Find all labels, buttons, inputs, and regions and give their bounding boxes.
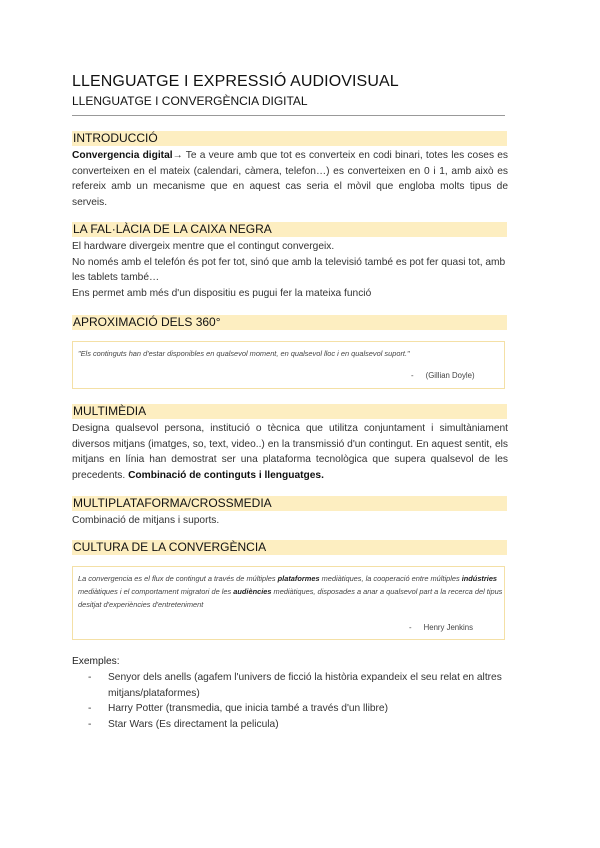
caixa-negra-paragraph [72, 239, 508, 301]
quote-jenkins: La convergencia es el flux de contingut a través de múltiples plataformes mediàtiques, la cooperació entre múltiples indústries mediàtiques i el comportament migratori de les audiències mediàtiques, disposades a anar a qualsevol part a la recerca del tipus desitjat d'experiències d'entreteniment [78, 574, 503, 609]
heading-multimedia: MULTIMÈDIA [72, 404, 507, 419]
caixa-negra-line-3: Ens permet amb més d'un dispositiu es pugui fer la mateixa funció [72, 287, 372, 299]
quote-doyle: "Els continguts han d'estar disponibles en qualsevol moment, en qualsevol lloc i en qualsevol suport." [78, 349, 410, 358]
document-subtitle: LLENGUATGE I CONVERGÈNCIA DIGITAL [72, 94, 308, 108]
bullet-dash: - [88, 672, 92, 683]
list-item: - Senyor dels anells (agafem l'univers de ficció la història expandeix el seu relat en altres mitjans/plataformes) [88, 672, 502, 699]
quote-box-jenkins [72, 566, 505, 640]
multimedia-bold: Combinació de continguts i llenguatges. [128, 469, 324, 481]
caixa-negra-line-2: No només amb el telefón és pot fer tot, sinó que amb la televisió també es pot fer quasi tot, amb les tablets també… [72, 256, 506, 283]
quote-doyle-author-line [411, 371, 475, 380]
heading-multiplataforma: MULTIPLATAFORMA/CROSSMEDIA [72, 496, 507, 511]
quote-jenkins-author-line [409, 623, 473, 632]
heading-cultura: CULTURA DE LA CONVERGÈNCIA [72, 540, 507, 555]
quote-jenkins-dash: - [409, 623, 412, 632]
heading-caixa-negra: LA FAL·LÀCIA DE LA CAIXA NEGRA [72, 222, 507, 237]
examples-label: Exemples: [72, 656, 120, 667]
intro-term: Convergencia digital [72, 150, 173, 161]
list-item: - Harry Potter (transmedia, que inicia també a través d'un llibre) [88, 701, 508, 717]
document-title: LLENGUATGE I EXPRESSIÓ AUDIOVISUAL [72, 73, 399, 90]
multimedia-text: Designa qualsevol persona, institució o tècnica que utilitza conjuntament i simultàniament diversos mitjans (imatges, so, text, video..) en la transmissió d'un contingut. En aquest sentit, els mitjans en línia han demostrat ser una plataforma tecnològica que supera qualsevol de les precedents. [72, 423, 508, 481]
bullet-dash: - [88, 703, 92, 714]
intro-paragraph [72, 148, 508, 210]
bullet-dash: - [88, 718, 92, 730]
heading-introduccio: INTRODUCCIÓ [72, 131, 507, 146]
quote-jenkins-author: Henry Jenkins [423, 623, 474, 632]
intro-text: → Te a veure amb que tot es converteix en codi binari, totes les coses es converteixen en el mateix (calendari, càmera, telefon…) es converteixen en 0 i 1, amb això es refereix amb un mecanisme que en aquest cas seria el mòvil que engloba molts tipus de serveis. [72, 150, 509, 208]
list-item: - Star Wars (Es directament la pelicula) [88, 717, 508, 733]
quote-box-doyle [72, 341, 505, 389]
title-divider [72, 115, 505, 116]
multiplataforma-paragraph: Combinació de mitjans i suports. [72, 515, 220, 526]
heading-aproximacio: APROXIMACIÓ DELS 360° [72, 315, 507, 330]
caixa-negra-line-1: El hardware divergeix mentre que el contingut convergeix. [72, 241, 335, 252]
quote-doyle-dash: - [411, 371, 414, 380]
multimedia-paragraph [72, 421, 508, 483]
quote-doyle-author: (Gillian Doyle) [425, 371, 475, 380]
examples-list [88, 670, 508, 732]
